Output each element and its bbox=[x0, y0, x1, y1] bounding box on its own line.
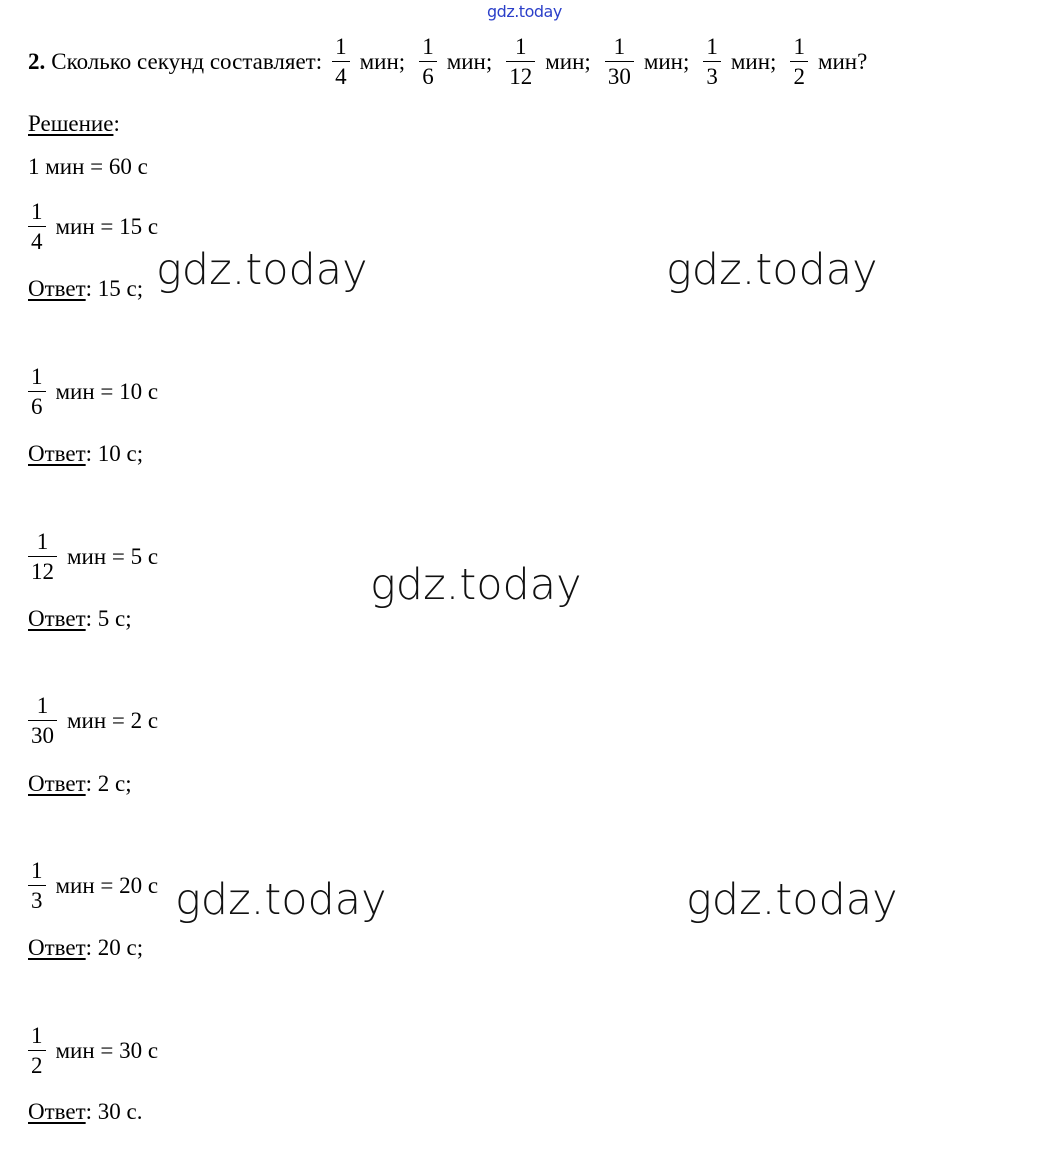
step-answer: Ответ: 15 с; bbox=[28, 276, 144, 301]
site-watermark: gdz.today bbox=[156, 245, 368, 295]
unit-label: мин; bbox=[446, 48, 493, 74]
fraction: $\frac{1}{4}$ bbox=[332, 35, 350, 88]
unit-label: мин; bbox=[545, 48, 591, 74]
site-watermark: gdz.today bbox=[370, 560, 582, 610]
unit-label: мин; bbox=[730, 48, 777, 74]
fraction: $\frac{1}{12}$ bbox=[506, 35, 535, 88]
site-watermark: gdz.today bbox=[175, 875, 387, 925]
step-equation: $\frac{1}{30}$ мин = 2 с bbox=[28, 694, 158, 747]
unit-label: мин; bbox=[359, 48, 406, 74]
step-equation: $\frac{1}{6}$ мин = 10 с bbox=[28, 365, 158, 418]
fraction: $\frac{1}{3}$ bbox=[28, 859, 46, 912]
fraction: $\frac{1}{6}$ bbox=[419, 35, 437, 88]
fraction: $\frac{1}{2}$ bbox=[790, 35, 808, 88]
solution-heading: Решение: bbox=[28, 111, 120, 136]
base-equation: 1 мин = 60 с bbox=[28, 154, 148, 179]
fraction: $\frac{1}{30}$ bbox=[28, 694, 57, 747]
problem-statement bbox=[28, 35, 867, 88]
step-answer: Ответ: 5 с; bbox=[28, 606, 132, 631]
fraction: $\frac{1}{30}$ bbox=[605, 35, 634, 88]
unit-label: мин; bbox=[643, 48, 690, 74]
step-equation: $\frac{1}{3}$ мин = 20 с bbox=[28, 859, 158, 912]
step-answer: Ответ: 20 с; bbox=[28, 935, 144, 960]
site-watermark-top: gdz.today bbox=[487, 2, 562, 21]
step-answer: Ответ: 30 с. bbox=[28, 1099, 143, 1124]
fraction: $\frac{1}{12}$ bbox=[28, 530, 57, 583]
unit-label: мин? bbox=[817, 48, 868, 74]
site-watermark: gdz.today bbox=[666, 245, 878, 295]
fraction: $\frac{1}{2}$ bbox=[28, 1024, 46, 1077]
problem-question: Сколько секунд составляет: bbox=[51, 48, 323, 74]
step-equation: $\frac{1}{12}$ мин = 5 с bbox=[28, 530, 158, 583]
step-answer: Ответ: 2 с; bbox=[28, 771, 132, 796]
step-equation: $\frac{1}{4}$ мин = 15 с bbox=[28, 200, 158, 253]
step-answer: Ответ: 10 с; bbox=[28, 441, 144, 466]
step-equation: $\frac{1}{2}$ мин = 30 с bbox=[28, 1024, 158, 1077]
site-watermark: gdz.today bbox=[686, 875, 898, 925]
fraction: $\frac{1}{3}$ bbox=[703, 35, 721, 88]
fraction: $\frac{1}{6}$ bbox=[28, 365, 46, 418]
fraction: $\frac{1}{4}$ bbox=[28, 200, 46, 253]
problem-number: 2. bbox=[28, 48, 46, 74]
